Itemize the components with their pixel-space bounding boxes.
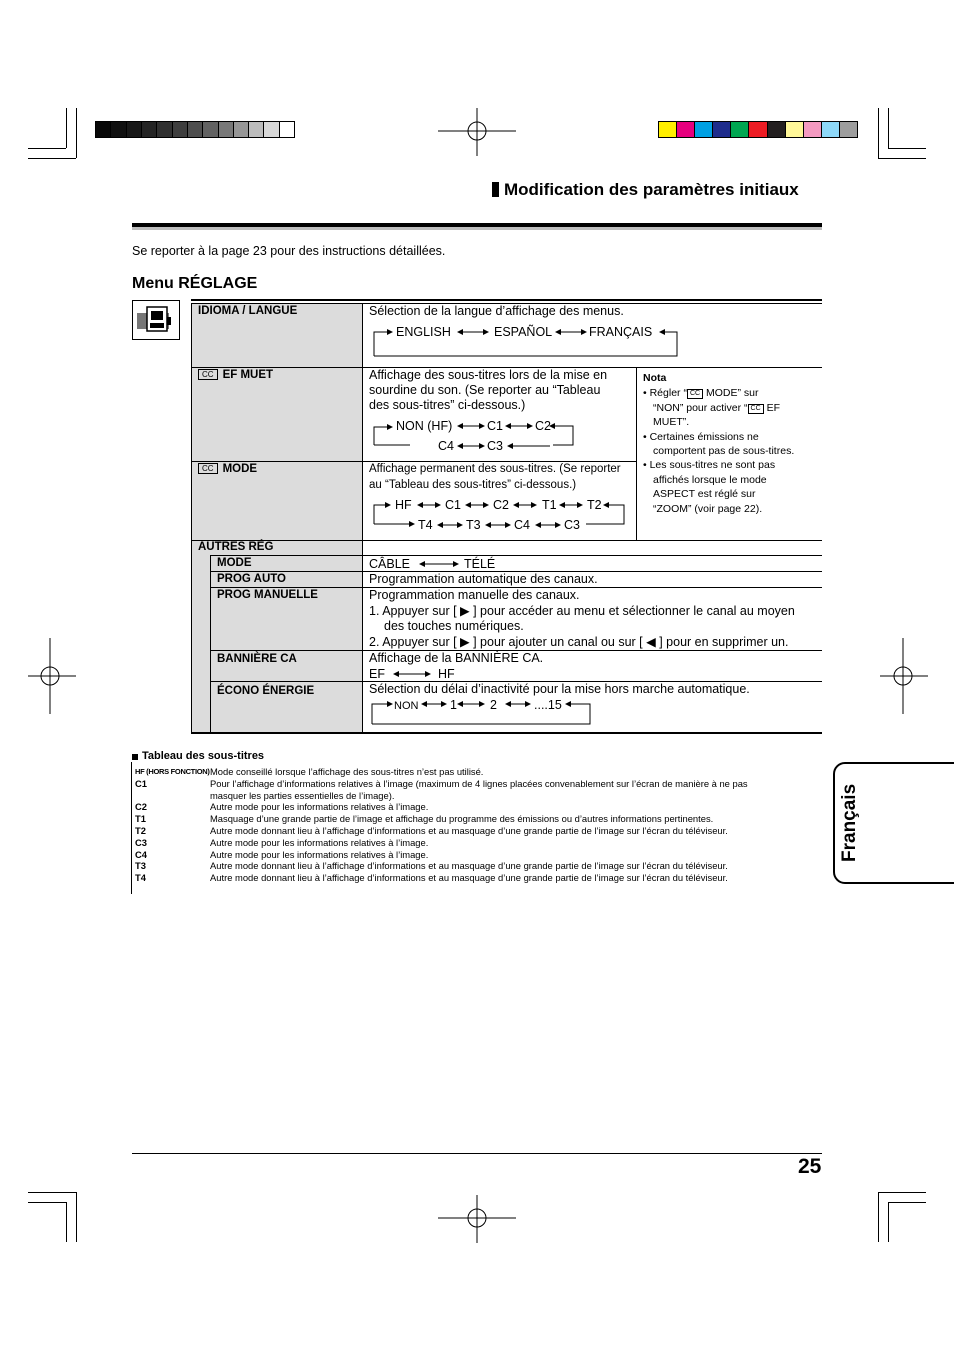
registration-mark-icon [880, 638, 928, 714]
subtitles-table-title: Tableau des sous-titres [142, 750, 265, 762]
subtitle-desc: Autre mode donnant lieu à l’affichage d’informations et au masquage d’une grande partie de l’image sur l’écran du téléviseur. [210, 860, 728, 872]
option-15: ....15 [534, 698, 562, 712]
gray-swatch [279, 122, 294, 137]
efmuet-cycle-arrows [370, 415, 580, 455]
gray-swatch [187, 122, 202, 137]
color-bar [658, 121, 858, 138]
color-swatch [821, 122, 839, 137]
option-c3: C3 [564, 518, 580, 532]
econo-desc: Sélection du délai d’inactivité pour la mise hors marche automatique. [369, 682, 750, 696]
banniere-label: BANNIÈRE CA [217, 653, 297, 665]
page-title: Modification des paramètres initiaux [504, 180, 799, 199]
nota-line-2: “NON” pour activer “ CC EF [653, 402, 780, 414]
bullet-icon [132, 754, 138, 760]
gray-swatch [96, 122, 110, 137]
subtitle-desc: Autre mode pour les informations relatives à l’image. [210, 836, 429, 848]
nota-line-9: “ZOOM” (voir page 22). [653, 503, 763, 515]
nota-line-5: comportent pas de sous-titres. [653, 445, 795, 457]
subtitle-desc: Autre mode pour les informations relatives à l’image. [210, 848, 429, 860]
nota-title: Nota [643, 372, 667, 384]
language-tab-label: Français [839, 783, 860, 862]
idioma-cycle-arrows [370, 320, 682, 360]
section-title: Menu RÉGLAGE [132, 275, 258, 292]
autres-indent-white [191, 555, 210, 733]
color-swatch [694, 122, 712, 137]
efmuet-desc-1: Affichage des sous-titres lors de la mise en [369, 368, 608, 382]
option-c4: C4 [514, 518, 530, 532]
option-c2: C2 [535, 419, 551, 433]
option-c1: C1 [445, 498, 461, 512]
option-non-hf: NON (HF) [396, 419, 453, 433]
cc-icon: CC [687, 389, 703, 399]
prog-manuelle-step1: 1. Appuyer sur [ ▶ ] pour accéder au menu et sélectionner le canal au moyen [369, 604, 795, 618]
color-swatch [676, 122, 694, 137]
option-hf: HF [395, 498, 412, 512]
subtitle-code: C4 [135, 848, 147, 860]
nota-line-8: ASPECT est réglé sur [653, 488, 756, 500]
option-2: 2 [490, 698, 497, 712]
subtitle-code: C2 [135, 801, 147, 813]
prog-manuelle-step2: 2. Appuyer sur [ ▶ ] pour ajouter un canal ou sur [ ◀ ] pour en supprimer un. [369, 635, 789, 649]
subtitle-desc: Mode conseillé lorsque l’affichage des sous-titres n’est pas utilisé. [210, 766, 484, 777]
gray-swatch [263, 122, 278, 137]
prog-auto-desc: Programmation automatique des canaux. [369, 572, 598, 586]
option-espanol: ESPAÑOL [494, 325, 553, 339]
prog-auto-label: PROG AUTO [217, 573, 287, 585]
header-rule-shadow [132, 227, 822, 230]
prog-manuelle-desc: Programmation manuelle des canaux. [369, 588, 580, 602]
subtitle-code: T1 [135, 813, 146, 825]
subtitle-desc: Autre mode pour les informations relatives à l’image. [210, 801, 429, 813]
option-cable: CÂBLE [369, 557, 410, 571]
subtitle-code: T4 [135, 872, 146, 884]
autres-mode-label: MODE [217, 557, 252, 569]
option-francais: FRANÇAIS [589, 325, 653, 339]
subtitle-code: T2 [135, 825, 146, 836]
color-swatch [767, 122, 785, 137]
color-swatch [748, 122, 766, 137]
subtitle-code: HF (HORS FONCTION) [135, 767, 210, 776]
nota-line-1: • Régler “ CC MODE” sur [643, 387, 759, 399]
option-t2: T2 [587, 498, 602, 512]
option-hf: HF [438, 667, 455, 681]
color-swatch [712, 122, 730, 137]
option-ef: EF [369, 667, 385, 681]
color-swatch [839, 122, 857, 137]
option-english: ENGLISH [396, 325, 451, 339]
option-t4: T4 [418, 518, 433, 532]
registration-mark-icon [28, 638, 76, 714]
intro-text: Se reporter à la page 23 pour des instructions détaillées. [132, 244, 446, 258]
gray-swatch [202, 122, 217, 137]
registration-mark-icon [438, 108, 516, 156]
header-marker-icon [492, 182, 499, 197]
grayscale-bar [95, 121, 295, 138]
option-t1: T1 [542, 498, 557, 512]
banniere-arrow [392, 668, 434, 680]
nota-line-3: MUET”. [653, 416, 690, 428]
option-c2: C2 [493, 498, 509, 512]
efmuet-label: CC EF MUET [198, 368, 273, 383]
cc-icon: CC [198, 369, 218, 380]
gray-swatch [248, 122, 263, 137]
option-c4: C4 [438, 439, 454, 453]
gray-swatch [233, 122, 248, 137]
prog-manuelle-step1-cont: des touches numériques. [384, 619, 524, 633]
cc-icon: CC [198, 463, 218, 474]
mode-cycle-arrows [370, 494, 630, 534]
subtitle-desc: Masquage d’une grande partie de l’image et affichage du programme des émissions ou d’autres informations pertinentes. [210, 813, 714, 825]
gray-swatch [141, 122, 156, 137]
cc-mode-label: CC MODE [198, 462, 257, 477]
econo-label: ÉCONO ÉNERGIE [217, 685, 315, 697]
mode-desc-2: au “Tableau des sous-titres” ci-dessous.) [369, 479, 577, 491]
idioma-label: IDIOMA / LANGUE [198, 305, 298, 317]
option-t3: T3 [466, 518, 481, 532]
idioma-desc: Sélection de la langue d’affichage des menus. [369, 304, 624, 318]
page-number: 25 [798, 1155, 822, 1178]
subtitle-desc: Autre mode donnant lieu à l’affichage d’informations et au masquage d’une grande partie de l’image sur l’écran du téléviseur. [210, 872, 728, 884]
nota-line-6: • Les sous-titres ne sont pas [643, 459, 776, 471]
efmuet-desc-3: des sous-titres” ci-dessous.) [369, 398, 526, 412]
nota-line-7: affichés lorsque le mode [653, 474, 767, 486]
color-swatch [803, 122, 821, 137]
gray-swatch [218, 122, 233, 137]
language-tab [833, 762, 954, 884]
mode-desc-1: Affichage permanent des sous-titres. (Se reporter [369, 463, 621, 475]
color-swatch [659, 122, 676, 137]
option-non: NON [394, 700, 419, 712]
subtitle-code: C1 [135, 777, 147, 789]
autres-mode-arrow [418, 558, 462, 570]
color-swatch [785, 122, 803, 137]
color-swatch [730, 122, 748, 137]
option-1: 1 [450, 698, 457, 712]
subtitle-desc-cont: masquer les parties essentielles de l’image). [210, 789, 395, 801]
cc-icon: CC [748, 404, 764, 414]
gray-swatch [126, 122, 141, 137]
subtitle-code: T3 [135, 860, 146, 872]
option-c3: C3 [487, 439, 503, 453]
option-tele: TÉLÉ [464, 557, 496, 571]
subtitle-desc: Pour l’affichage d’informations relatives à l’image (maximum de 4 lignes placées convenablement sur l’écran de manière à ne pas [210, 777, 748, 789]
subtitle-code: C3 [135, 836, 147, 848]
gray-swatch [110, 122, 125, 137]
setup-menu-icon [132, 300, 180, 340]
gray-swatch [172, 122, 187, 137]
banniere-desc: Affichage de la BANNIÈRE CA. [369, 651, 544, 665]
option-c1: C1 [487, 419, 503, 433]
subtitle-desc: Autre mode donnant lieu à l’affichage d’informations et au masquage d’une grande partie de l’image sur l’écran du téléviseur. [210, 825, 728, 836]
econo-cycle-arrows [370, 694, 596, 728]
efmuet-desc-2: sourdine du son. (Se reporter au “Tableau [369, 383, 601, 397]
prog-manuelle-label: PROG MANUELLE [217, 589, 318, 601]
autres-label: AUTRES RÉG [198, 541, 274, 553]
registration-mark-icon [438, 1195, 516, 1243]
gray-swatch [156, 122, 171, 137]
footer-rule [132, 1153, 822, 1154]
nota-line-4: • Certaines émissions ne [643, 431, 759, 443]
